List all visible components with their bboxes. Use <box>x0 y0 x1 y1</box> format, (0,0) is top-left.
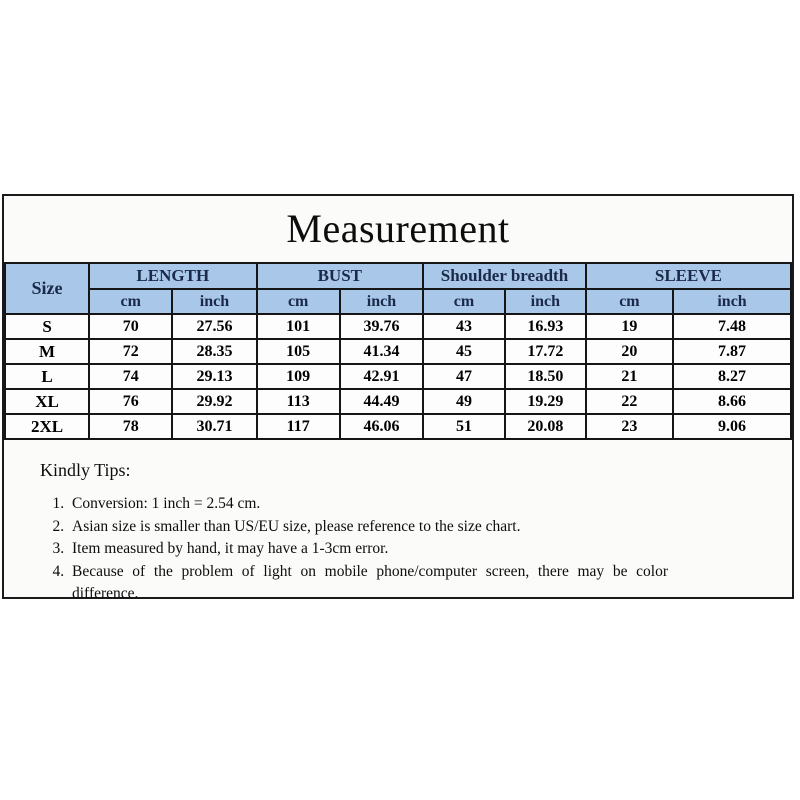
unit-header-shoulder-cm: cm <box>423 289 505 314</box>
table-cell: 105 <box>257 339 340 364</box>
table-cell: 16.93 <box>505 314 586 339</box>
table-cell: 47 <box>423 364 505 389</box>
table-cell: 7.48 <box>673 314 791 339</box>
table-cell: 117 <box>257 414 340 439</box>
table-row-m <box>5 339 791 364</box>
table-cell: 30.71 <box>172 414 256 439</box>
tip-item: 2. Asian size is smaller than US/EU size, please reference to the size chart. <box>68 516 668 539</box>
table-cell: 109 <box>257 364 340 389</box>
table-cell: 27.56 <box>172 314 256 339</box>
column-header-shoulder-breadth: Shoulder breadth <box>423 263 586 289</box>
tip-item: 1. Conversion: 1 inch = 2.54 cm. <box>68 493 668 516</box>
table-cell: 20.08 <box>505 414 586 439</box>
table-cell: 43 <box>423 314 505 339</box>
table-cell: 29.92 <box>172 389 256 414</box>
size-chart-table <box>4 262 792 440</box>
table-cell: 45 <box>423 339 505 364</box>
size-label: 2XL <box>5 414 89 439</box>
table-cell: 113 <box>257 389 340 414</box>
kindly-tips-section <box>4 440 792 606</box>
unit-header-bust-inch: inch <box>340 289 423 314</box>
table-cell: 18.50 <box>505 364 586 389</box>
table-row-s <box>5 314 791 339</box>
table-cell: 78 <box>89 414 172 439</box>
page-title: Measurement <box>286 206 510 251</box>
column-header-sleeve: SLEEVE <box>586 263 791 289</box>
table-cell: 51 <box>423 414 505 439</box>
table-cell: 19 <box>586 314 673 339</box>
table-cell: 39.76 <box>340 314 423 339</box>
tips-heading: Kindly Tips: <box>40 460 131 480</box>
table-header-unit-row <box>5 289 791 314</box>
table-cell: 76 <box>89 389 172 414</box>
column-header-length: LENGTH <box>89 263 256 289</box>
table-cell: 74 <box>89 364 172 389</box>
unit-header-sleeve-inch: inch <box>673 289 791 314</box>
table-row-2xl <box>5 414 791 439</box>
table-cell: 49 <box>423 389 505 414</box>
unit-header-sleeve-cm: cm <box>586 289 673 314</box>
measurement-sheet <box>2 194 794 602</box>
table-cell: 7.87 <box>673 339 791 364</box>
column-header-bust: BUST <box>257 263 424 289</box>
table-cell: 20 <box>586 339 673 364</box>
table-cell: 22 <box>586 389 673 414</box>
table-header-group-row <box>5 263 791 289</box>
tip-item: 4. Because of the problem of light on mobile phone/computer screen, there may be color difference. <box>68 561 668 606</box>
unit-header-length-inch: inch <box>172 289 256 314</box>
size-label: XL <box>5 389 89 414</box>
tips-list <box>40 493 668 606</box>
table-cell: 21 <box>586 364 673 389</box>
table-cell: 44.49 <box>340 389 423 414</box>
table-cell: 8.66 <box>673 389 791 414</box>
table-cell: 19.29 <box>505 389 586 414</box>
table-cell: 46.06 <box>340 414 423 439</box>
table-cell: 70 <box>89 314 172 339</box>
unit-header-shoulder-inch: inch <box>505 289 586 314</box>
size-label: L <box>5 364 89 389</box>
table-row-l <box>5 364 791 389</box>
table-cell: 8.27 <box>673 364 791 389</box>
table-cell: 101 <box>257 314 340 339</box>
table-row-xl <box>5 389 791 414</box>
table-cell: 17.72 <box>505 339 586 364</box>
table-cell: 9.06 <box>673 414 791 439</box>
size-label: M <box>5 339 89 364</box>
table-cell: 23 <box>586 414 673 439</box>
tip-item: 3. Item measured by hand, it may have a 1-3cm error. <box>68 538 668 561</box>
table-cell: 72 <box>89 339 172 364</box>
table-cell: 29.13 <box>172 364 256 389</box>
column-header-size: Size <box>5 263 89 314</box>
table-cell: 42.91 <box>340 364 423 389</box>
unit-header-length-cm: cm <box>89 289 172 314</box>
table-cell: 28.35 <box>172 339 256 364</box>
table-cell: 41.34 <box>340 339 423 364</box>
unit-header-bust-cm: cm <box>257 289 340 314</box>
size-label: S <box>5 314 89 339</box>
